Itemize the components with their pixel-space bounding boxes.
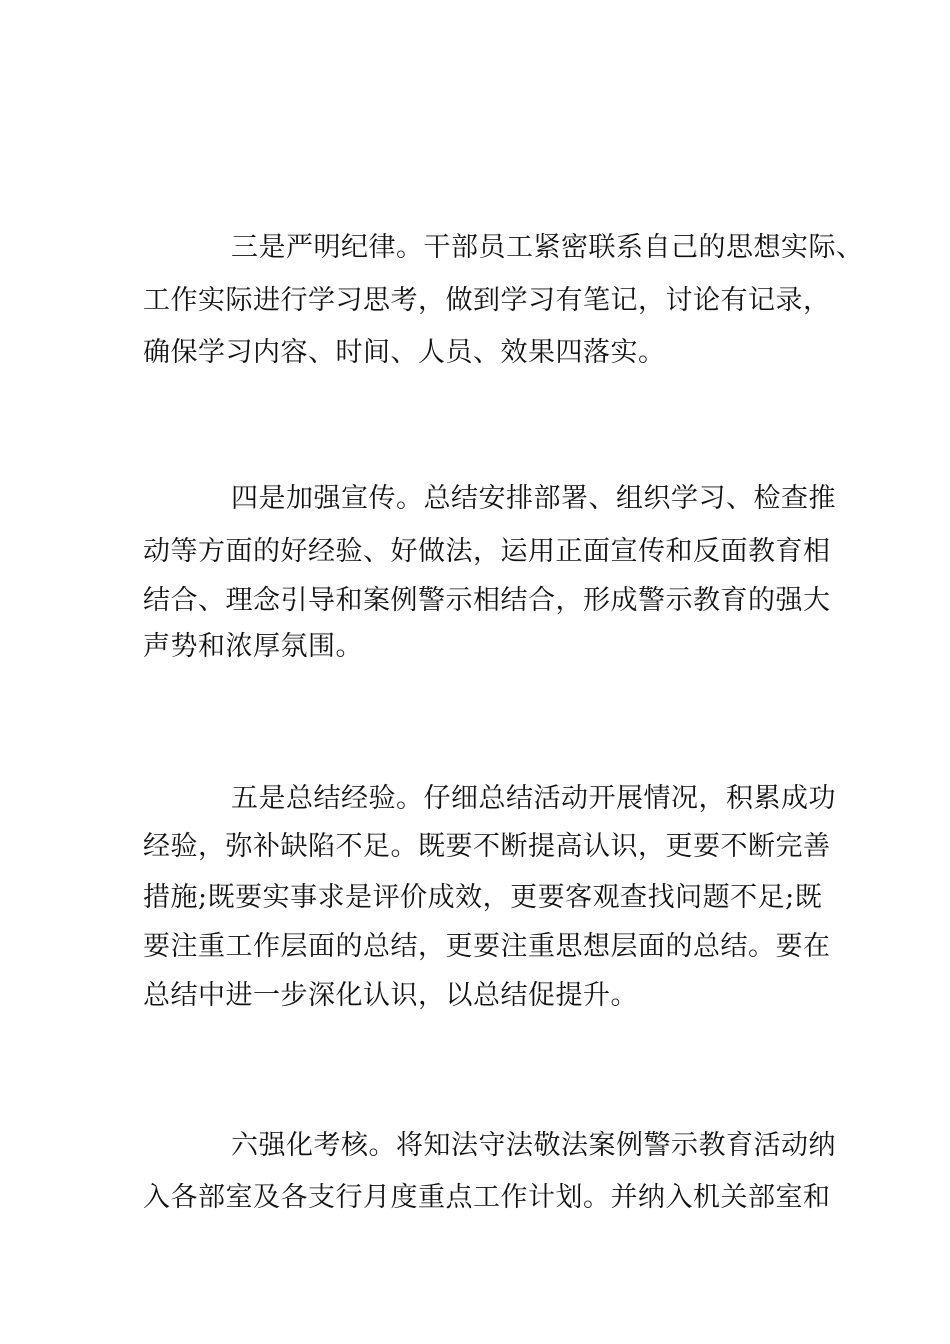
paragraph-3-line-4: 要注重工作层面的总结，更要注重思想层面的总结。要在 <box>143 931 831 962</box>
paragraph-3-line-5: 总结中进一步深化认识，以总结促提升。 <box>143 980 638 1011</box>
paragraph-1-line-1: 三是严明纪律。干部员工紧密联系自己的思想实际、 <box>231 232 864 263</box>
paragraph-2-line-3: 结合、理念引导和案例警示相结合，形成警示教育的强大 <box>143 585 831 616</box>
paragraph-2-line-2: 动等方面的好经验、好做法，运用正面宣传和反面教育相 <box>143 536 831 567</box>
paragraph-3-line-1: 五是总结经验。仔细总结活动开展情况，积累成功 <box>231 783 836 814</box>
paragraph-3-line-2: 经验，弥补缺陷不足。既要不断提高认识，更要不断完善 <box>143 831 831 862</box>
paragraph-1-line-2: 工作实际进行学习思考，做到学习有笔记，讨论有记录， <box>143 285 831 316</box>
paragraph-3-line-3: 措施;既要实事求是评价成效，更要客观查找问题不足;既 <box>143 882 823 913</box>
paragraph-1-line-3: 确保学习内容、时间、人员、效果四落实。 <box>143 337 666 368</box>
paragraph-2-line-4: 声势和浓厚氛围。 <box>143 631 363 662</box>
paragraph-4-line-2: 入各部室及各支行月度重点工作计划。并纳入机关部室和 <box>143 1182 831 1213</box>
paragraph-4-line-1: 六强化考核。将知法守法敬法案例警示教育活动纳 <box>231 1130 836 1161</box>
paragraph-2-line-1: 四是加强宣传。总结安排部署、组织学习、检查推 <box>231 483 836 514</box>
